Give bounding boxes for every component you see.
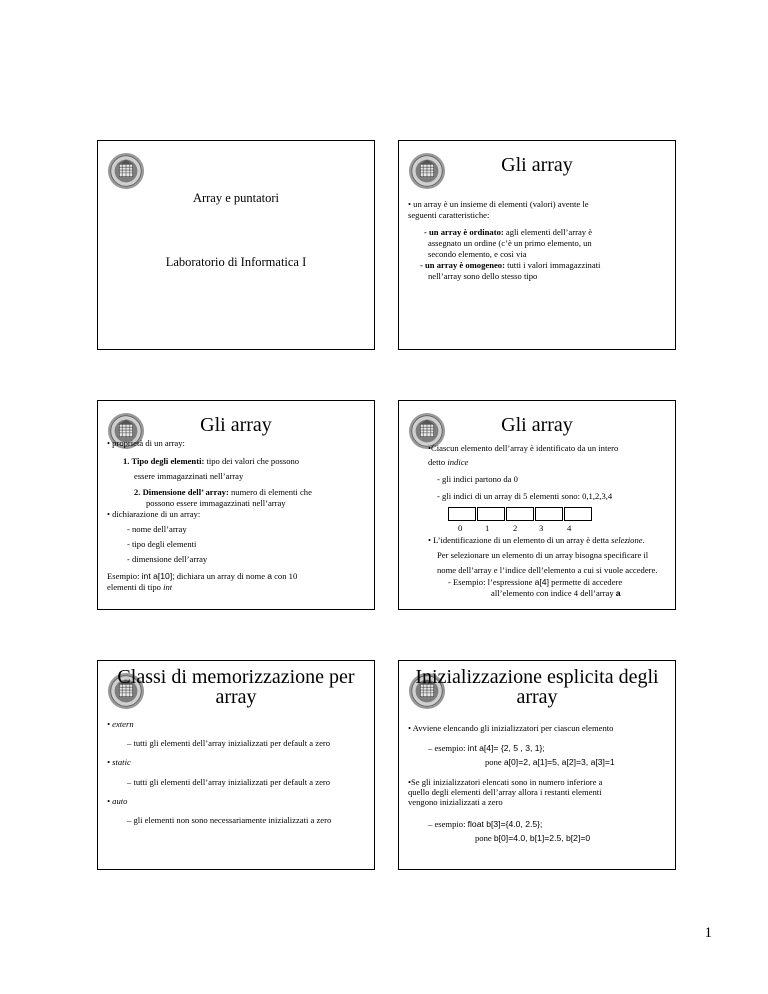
text-line: nell’array sono dello stesso tipo bbox=[428, 271, 538, 281]
array-diagram bbox=[448, 507, 593, 521]
text-line: • auto bbox=[107, 796, 128, 806]
text-line: - gli indici partono da 0 bbox=[437, 474, 518, 484]
code-span: a[0]=2, a[1]=5, a[2]=3, a[3]=1 bbox=[503, 757, 615, 767]
bold-term: - un array è ordinato: bbox=[424, 227, 504, 237]
text-line: - tipo degli elementi bbox=[127, 539, 197, 549]
heading-line: Inizializzazione esplicita degli bbox=[415, 666, 659, 688]
text-span: – esempio: bbox=[428, 743, 468, 753]
text-line: quello degli elementi dell’array allora i restanti elementi bbox=[408, 787, 602, 797]
slide-title: Array e puntatori bbox=[192, 191, 280, 205]
text-span: Esempio: bbox=[107, 571, 142, 581]
slide-heading bbox=[98, 667, 374, 707]
text-line: - nome dell’array bbox=[127, 524, 187, 534]
italic-term: int bbox=[163, 582, 173, 592]
text-line: vengono inizializzati a zero bbox=[408, 797, 503, 807]
index-label: 2 bbox=[513, 523, 518, 533]
index-label: 1 bbox=[485, 523, 490, 533]
text-span: con 10 bbox=[271, 571, 298, 581]
text-span: pone bbox=[475, 833, 494, 843]
example-line bbox=[107, 582, 172, 593]
text-span: pone bbox=[485, 757, 504, 767]
text-line: • dichiarazione di un array: bbox=[107, 509, 201, 519]
heading-line: Classi di memorizzazione per bbox=[117, 666, 355, 688]
heading-line: array bbox=[516, 686, 558, 708]
text-line bbox=[134, 487, 312, 498]
bold-term: 2. Dimensione dell’ array: bbox=[134, 487, 229, 497]
code-span: int a[10]; bbox=[141, 571, 175, 581]
bold-term: - un array è omogeneo: bbox=[420, 260, 505, 270]
code-span: a bbox=[615, 588, 621, 598]
code-span: float b[3]={4.0, 2.5}; bbox=[467, 819, 543, 829]
example-line bbox=[475, 833, 590, 844]
text-line: secondo elemento, e così via bbox=[428, 249, 527, 259]
italic-term: selezione. bbox=[611, 535, 645, 545]
example-line bbox=[107, 571, 297, 582]
example-line bbox=[448, 577, 622, 588]
example-line bbox=[428, 743, 545, 754]
text-line bbox=[428, 535, 645, 546]
slide-4 bbox=[398, 400, 676, 610]
text-line bbox=[424, 227, 592, 238]
text-line: • proprietà di un array: bbox=[107, 438, 185, 448]
text-line: – gli elementi non sono necessariamente inizializzati a zero bbox=[127, 815, 332, 825]
slide-heading: Gli array bbox=[200, 414, 272, 436]
text-span: - Esempio: l’espressione bbox=[448, 577, 535, 587]
array-cell bbox=[506, 507, 534, 521]
text-span: detto bbox=[428, 457, 448, 467]
code-span: a[4] bbox=[534, 577, 549, 587]
bold-term: 1. Tipo degli elementi: bbox=[123, 456, 205, 466]
text-line bbox=[428, 457, 468, 468]
code-span: b[0]=4.0, b[1]=2.5, b[2]=0 bbox=[493, 833, 591, 843]
text-line: - dimensione dell’array bbox=[127, 554, 208, 564]
index-label: 0 bbox=[458, 523, 463, 533]
text-line: • un array è un insieme di elementi (valori) avente le bbox=[408, 199, 589, 209]
array-cell bbox=[448, 507, 476, 521]
slide-2 bbox=[398, 140, 676, 350]
course-name: Laboratorio di Informatica I bbox=[165, 255, 307, 269]
slide-5 bbox=[97, 660, 375, 870]
text-line: possono essere immagazzinati nell’array bbox=[146, 498, 286, 508]
index-label: 4 bbox=[567, 523, 572, 533]
text-line: assegnato un ordine (c’è un primo elemento, un bbox=[428, 238, 592, 248]
text-line: • extern bbox=[107, 719, 134, 729]
slide-heading: Gli array bbox=[501, 154, 573, 176]
text-span: numero di elementi che bbox=[228, 487, 312, 497]
array-cell bbox=[477, 507, 505, 521]
code-span: a bbox=[267, 571, 272, 581]
text-line: – tutti gli elementi dell’array inizializzati per default a zero bbox=[127, 738, 331, 748]
university-seal-icon bbox=[107, 152, 145, 190]
text-line: • static bbox=[107, 757, 131, 767]
text-span: tutti i valori immagazzinati bbox=[504, 260, 601, 270]
index-label: 3 bbox=[539, 523, 544, 533]
slide-3 bbox=[97, 400, 375, 610]
text-line: – tutti gli elementi dell’array inizializzati per default a zero bbox=[127, 777, 331, 787]
slide-heading bbox=[399, 667, 675, 707]
example-line bbox=[491, 588, 621, 599]
text-span: elementi di tipo bbox=[107, 582, 164, 592]
italic-term: indice bbox=[447, 457, 469, 467]
example-line bbox=[485, 757, 615, 768]
text-line: Per selezionare un elemento di un array bisogna specificare il bbox=[437, 550, 649, 560]
text-line: •Se gli inizializzatori elencati sono in numero inferiore a bbox=[408, 777, 603, 787]
text-line: nome dell’array e l’indice dell’elemento a cui si vuole accedere. bbox=[437, 565, 658, 575]
text-line bbox=[123, 456, 299, 467]
text-span: – esempio: bbox=[428, 819, 468, 829]
text-line: - gli indici di un array di 5 elementi sono: 0,1,2,3,4 bbox=[437, 491, 613, 501]
array-cell bbox=[564, 507, 592, 521]
text-span: agli elementi dell’array è bbox=[503, 227, 593, 237]
text-span: dichiara un array di nome bbox=[174, 571, 268, 581]
text-line: • Avviene elencando gli inizializzatori per ciascun elemento bbox=[408, 723, 614, 733]
slide-heading: Gli array bbox=[501, 414, 573, 436]
text-line: essere immagazzinati nell’array bbox=[134, 471, 244, 481]
text-line: seguenti caratteristiche: bbox=[408, 210, 490, 220]
text-span: permette di accedere bbox=[548, 577, 623, 587]
array-cell bbox=[535, 507, 563, 521]
heading-line: array bbox=[215, 686, 257, 708]
text-span: • L’identificazione di un elemento di un array è detta bbox=[428, 535, 612, 545]
slide-6 bbox=[398, 660, 676, 870]
text-line: •Ciascun elemento dell’array è identificato da un intero bbox=[428, 443, 619, 453]
example-line bbox=[428, 819, 542, 830]
text-line bbox=[420, 260, 600, 271]
code-span: int a[4]= {2, 5 , 3, 1}; bbox=[467, 743, 545, 753]
text-span: all’elemento con indice 4 dell’array bbox=[491, 588, 616, 598]
slide-1 bbox=[97, 140, 375, 350]
text-span: tipo dei valori che possono bbox=[204, 456, 300, 466]
page-number: 1 bbox=[704, 925, 712, 941]
